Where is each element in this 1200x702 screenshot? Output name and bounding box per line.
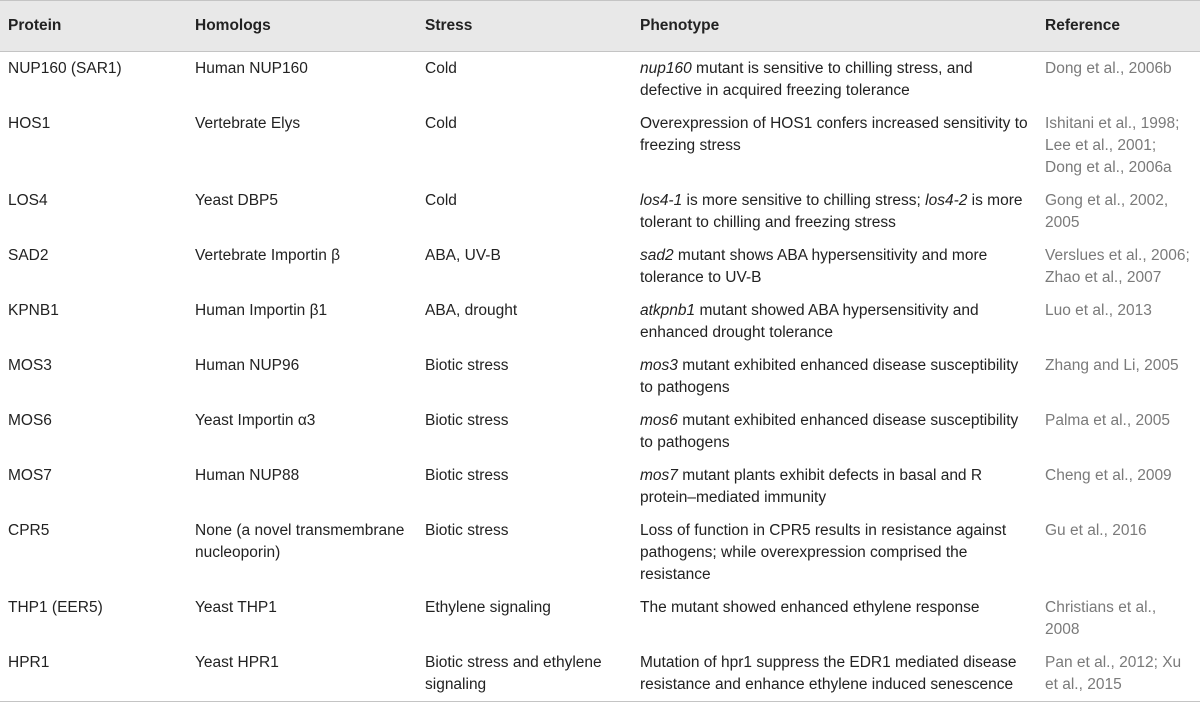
table-row [0, 294, 1200, 349]
cell-reference: Luo et al., 2013 [1045, 302, 1152, 319]
cell-stress: Biotic stress [425, 357, 509, 374]
gene-name: mos6 [640, 412, 678, 429]
header-homologs: Homologs [195, 17, 271, 34]
cell-stress: Biotic stress [425, 522, 509, 539]
cell-reference: Gu et al., 2016 [1045, 522, 1147, 539]
cell-phenotype: Loss of function in CPR5 results in resistance against pathogens; while overexpression comprised the resistance [640, 522, 1007, 583]
gene-name: atkpnb1 [640, 302, 696, 319]
cell-reference: Gong et al., 2002, 2005 [1045, 192, 1169, 231]
cell-phenotype: Mutation of hpr1 suppress the EDR1 mediated disease resistance and enhance ethylene induced senescence [640, 654, 1017, 693]
cell-protein: NUP160 (SAR1) [8, 60, 122, 77]
cell-homologs: Vertebrate Importin β [195, 247, 341, 264]
gene-name: mos3 [640, 357, 678, 374]
header-phenotype: Phenotype [640, 17, 720, 34]
cell-phenotype: atkpnb1 mutant showed ABA hypersensitivity and enhanced drought tolerance [640, 302, 979, 341]
table-row [0, 591, 1200, 646]
cell-phenotype: los4-1 is more sensitive to chilling stress; los4-2 is more tolerant to chilling and freezing stress [640, 192, 1023, 231]
cell-protein: MOS3 [8, 357, 52, 374]
table-row [0, 404, 1200, 459]
cell-stress: ABA, drought [425, 302, 518, 319]
cell-homologs: Yeast Importin α3 [195, 412, 316, 429]
gene-name: sad2 [640, 247, 674, 264]
cell-reference: Christians et al., 2008 [1045, 599, 1157, 638]
cell-stress: Biotic stress and ethylene signaling [425, 654, 602, 693]
gene-name: los4-2 [925, 192, 968, 209]
cell-homologs: Yeast THP1 [195, 599, 277, 616]
cell-protein: KPNB1 [8, 302, 59, 319]
cell-protein: SAD2 [8, 247, 49, 264]
table-row [0, 646, 1200, 702]
gene-name: los4-1 [640, 192, 683, 209]
header-stress: Stress [425, 17, 473, 34]
cell-homologs: Human Importin β1 [195, 302, 328, 319]
table-row [0, 349, 1200, 404]
cell-reference: Palma et al., 2005 [1045, 412, 1170, 429]
table-row [0, 52, 1200, 108]
cell-reference: Verslues et al., 2006; Zhao et al., 2007 [1045, 247, 1190, 286]
table-row [0, 459, 1200, 514]
cell-stress: ABA, UV-B [425, 247, 501, 264]
cell-stress: Cold [425, 115, 457, 132]
cell-reference: Zhang and Li, 2005 [1045, 357, 1179, 374]
cell-homologs: Yeast DBP5 [195, 192, 279, 209]
cell-homologs: None (a novel transmembrane nucleoporin) [195, 522, 405, 561]
cell-stress: Ethylene signaling [425, 599, 551, 616]
cell-protein: THP1 (EER5) [8, 599, 103, 616]
cell-phenotype: mos6 mutant exhibited enhanced disease susceptibility to pathogens [640, 412, 1019, 451]
table-header [0, 1, 1200, 52]
table-row [0, 184, 1200, 239]
cell-reference: Ishitani et al., 1998; Lee et al., 2001; Dong et al., 2006a [1045, 115, 1180, 176]
table-row [0, 239, 1200, 294]
cell-homologs: Human NUP160 [195, 60, 308, 77]
cell-protein: HPR1 [8, 654, 50, 671]
cell-homologs: Human NUP96 [195, 357, 300, 374]
table-row [0, 514, 1200, 591]
cell-homologs: Yeast HPR1 [195, 654, 279, 671]
gene-name: nup160 [640, 60, 692, 77]
cell-reference: Cheng et al., 2009 [1045, 467, 1172, 484]
table-row [0, 107, 1200, 184]
cell-phenotype: Overexpression of HOS1 confers increased sensitivity to freezing stress [640, 115, 1028, 154]
header-reference: Reference [1045, 17, 1120, 34]
cell-homologs: Human NUP88 [195, 467, 300, 484]
cell-protein: CPR5 [8, 522, 50, 539]
cell-reference: Dong et al., 2006b [1045, 60, 1172, 77]
cell-protein: HOS1 [8, 115, 51, 132]
cell-phenotype: The mutant showed enhanced ethylene response [640, 599, 980, 616]
gene-name: mos7 [640, 467, 678, 484]
cell-reference: Pan et al., 2012; Xu et al., 2015 [1045, 654, 1182, 693]
cell-phenotype: sad2 mutant shows ABA hypersensitivity and more tolerance to UV-B [640, 247, 988, 286]
cell-protein: MOS7 [8, 467, 52, 484]
cell-stress: Biotic stress [425, 467, 509, 484]
cell-protein: LOS4 [8, 192, 48, 209]
cell-protein: MOS6 [8, 412, 52, 429]
cell-stress: Cold [425, 192, 457, 209]
cell-phenotype: nup160 mutant is sensitive to chilling stress, and defective in acquired freezing tolerance [640, 60, 973, 99]
header-protein: Protein [8, 17, 62, 34]
cell-phenotype: mos3 mutant exhibited enhanced disease susceptibility to pathogens [640, 357, 1019, 396]
cell-phenotype: mos7 mutant plants exhibit defects in basal and R protein–mediated immunity [640, 467, 983, 506]
header-row [0, 1, 1200, 52]
cell-stress: Biotic stress [425, 412, 509, 429]
cell-stress: Cold [425, 60, 457, 77]
table-body [0, 52, 1200, 702]
cell-homologs: Vertebrate Elys [195, 115, 301, 132]
